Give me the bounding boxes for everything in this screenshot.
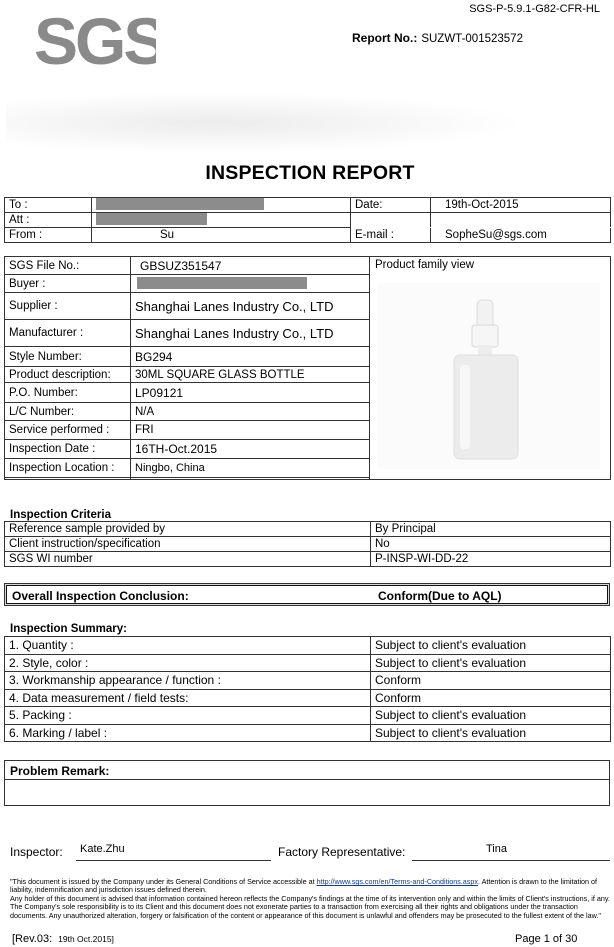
lc-label: L/C Number: xyxy=(5,403,131,421)
from-label: From : xyxy=(5,228,92,243)
summary-label: 2. Style, color : xyxy=(5,654,371,672)
criteria-table xyxy=(4,521,611,567)
inspector-label: Inspector: xyxy=(10,845,63,859)
disclaimer-text: "This document is issued by the Company under its General Conditions of Service accessible at xyxy=(10,877,317,886)
description-label: Product description: xyxy=(5,367,131,383)
from-value: Su xyxy=(92,228,351,243)
date-label: Date: xyxy=(351,198,431,213)
report-number xyxy=(352,31,523,45)
criteria-value: P-INSP-WI-DD-22 xyxy=(371,552,611,567)
document-code: SGS-P-5.9.1-G82-CFR-HL xyxy=(469,3,600,15)
buyer-label: Buyer : xyxy=(5,275,131,293)
style-value: BG294 xyxy=(131,347,370,367)
disclaimer-text: Any holder of this document is advised that information contained hereon reflects the Company's findings at the time of its intervention only and within the limits of Client's instructions, if any. The Company's sole responsibility is to its Client and this document does not exonerate parties to a transaction from exercising all their rights and obligations under the transaction documents. Any unauthorized alteration, forgery or falsification of the content or appearance of this document is unlawful and offenders may be prosecuted to the fullest extent of the law." xyxy=(10,893,610,920)
summary-value: Conform xyxy=(371,689,611,707)
redacted-block xyxy=(96,198,264,210)
po-value: LP09121 xyxy=(131,383,370,403)
blurred-address-block xyxy=(6,92,526,154)
divider xyxy=(5,779,609,780)
att-label: Att : xyxy=(5,213,92,228)
summary-value: Subject to client's evaluation xyxy=(371,707,611,725)
table-row xyxy=(5,552,611,567)
conclusion-label: Overall Inspection Conclusion: xyxy=(12,589,189,603)
factory-rep-signature-line xyxy=(412,845,610,861)
product-family-label: Product family view xyxy=(375,259,475,271)
disclaimer-text: . Attention is drawn to the limitation of liability, indemnification and jurisdiction issues defined therein. xyxy=(10,877,598,895)
email-label: E-mail : xyxy=(351,228,431,243)
inspection-date-label: Inspection Date : xyxy=(5,440,131,459)
summary-label: 3. Workmanship appearance / function : xyxy=(5,672,371,690)
summary-label: 1. Quantity : xyxy=(5,637,371,655)
legal-disclaimer xyxy=(10,878,610,920)
table-row xyxy=(5,198,611,213)
inspection-date-value: 16TH-Oct.2015 xyxy=(131,440,370,459)
criteria-title: Inspection Criteria xyxy=(10,509,111,521)
table-row xyxy=(5,654,611,672)
table-row xyxy=(5,689,611,707)
summary-value: Conform xyxy=(371,672,611,690)
table-row xyxy=(5,522,611,537)
terms-link[interactable]: http://www.sgs.com/en/Terms-and-Conditions.aspx xyxy=(316,877,478,886)
style-label: Style Number: xyxy=(5,347,131,367)
sgs-logo xyxy=(32,6,156,76)
summary-value: Subject to client's evaluation xyxy=(371,654,611,672)
redacted-block xyxy=(96,213,207,225)
lc-value: N/A xyxy=(131,403,370,421)
revision-label: [Rev.03: xyxy=(12,933,53,945)
problem-remark-label: Problem Remark: xyxy=(10,764,110,778)
inspector-signature-line xyxy=(76,845,271,861)
table-row xyxy=(5,257,611,275)
inspection-location-value: Ningbo, China xyxy=(131,459,370,478)
file-no-label: SGS File No.: xyxy=(5,257,131,275)
summary-label: 6. Marking / label : xyxy=(5,724,371,742)
table-row xyxy=(5,213,611,228)
service-value: FRI xyxy=(131,421,370,440)
redacted-block xyxy=(137,277,307,289)
criteria-label: SGS WI number xyxy=(5,552,371,567)
to-value xyxy=(92,198,351,213)
file-no-value: GBSUZ351547 xyxy=(131,257,370,275)
inspector-name: Kate.Zhu xyxy=(80,843,125,855)
revision-info xyxy=(12,933,114,945)
sgs-logo-text: SGS xyxy=(34,6,156,76)
overall-conclusion-box xyxy=(4,583,610,606)
summary-value: Subject to client's evaluation xyxy=(371,637,611,655)
to-label: To : xyxy=(5,198,92,213)
revision-date: 19th Oct.2015] xyxy=(58,934,114,944)
date-value: 19th-Oct-2015 xyxy=(431,198,611,213)
criteria-label: Reference sample provided by xyxy=(5,522,371,537)
summary-table xyxy=(4,636,611,742)
criteria-label: Client instruction/specification xyxy=(5,537,371,552)
summary-value: Subject to client's evaluation xyxy=(371,724,611,742)
table-row xyxy=(5,537,611,552)
summary-label: 4. Data measurement / field tests: xyxy=(5,689,371,707)
conclusion-value: Conform(Due to AQL) xyxy=(378,589,502,603)
bottle-image xyxy=(370,273,609,473)
addressee-table xyxy=(4,197,611,243)
criteria-value: No xyxy=(371,537,611,552)
factory-rep-name: Tina xyxy=(486,843,507,855)
shipment-info-table xyxy=(4,256,611,480)
report-no-label: Report No.: xyxy=(352,31,418,45)
criteria-value: By Principal xyxy=(371,522,611,537)
summary-label: 5. Packing : xyxy=(5,707,371,725)
table-row xyxy=(5,724,611,742)
product-family-cell xyxy=(370,257,611,480)
inspection-location-label: Inspection Location : xyxy=(5,459,131,478)
table-row xyxy=(5,228,611,243)
table-row xyxy=(5,672,611,690)
supplier-value: Shanghai Lanes Industry Co., LTD xyxy=(131,293,370,320)
report-no-value: SUZWT-001523572 xyxy=(421,33,523,45)
att-value xyxy=(92,213,351,228)
email-value: SopheSu@sgs.com xyxy=(431,228,611,243)
product-photo xyxy=(370,273,610,473)
buyer-value xyxy=(131,275,370,293)
factory-rep-label: Factory Representative: xyxy=(278,845,406,859)
po-label: P.O. Number: xyxy=(5,383,131,403)
description-value: 30ML SQUARE GLASS BOTTLE xyxy=(131,367,370,383)
manufacturer-label: Manufacturer : xyxy=(5,320,131,347)
supplier-label: Supplier : xyxy=(5,293,131,320)
table-row xyxy=(5,637,611,655)
manufacturer-value: Shanghai Lanes Industry Co., LTD xyxy=(131,320,370,347)
service-label: Service performed : xyxy=(5,421,131,440)
summary-title: Inspection Summary: xyxy=(10,623,127,635)
table-row xyxy=(5,707,611,725)
page-number: Page 1 of 30 xyxy=(515,933,578,945)
problem-remark-box xyxy=(4,760,610,806)
page-title: INSPECTION REPORT xyxy=(205,162,415,184)
